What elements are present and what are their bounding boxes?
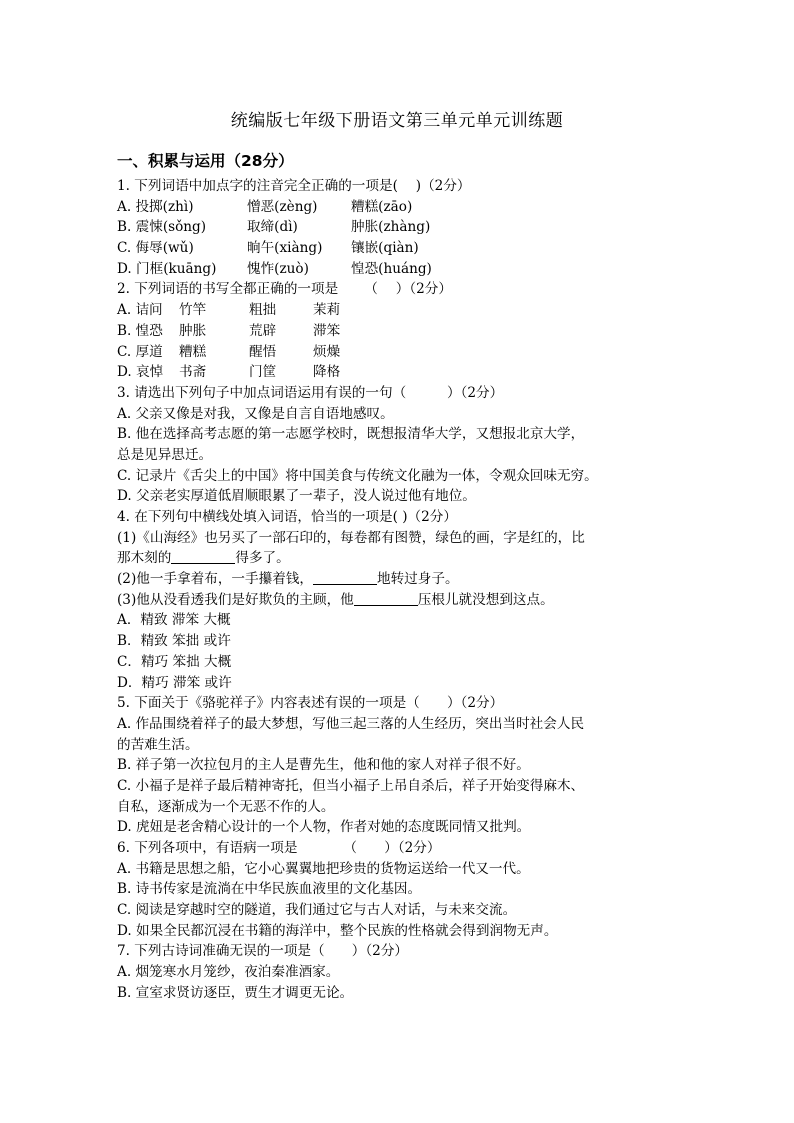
question-3-stem: 3. 请选出下列句子中加点词语运用有误的一句（ ）（2分） <box>117 384 504 401</box>
question-4-option-b: B．精致 笨拙 或许 <box>117 633 231 650</box>
question-3-option-b-line2: 总是见异思迁。 <box>117 446 213 463</box>
question-7-stem: 7. 下列古诗词准确无误的一项是（ ）（2分） <box>117 943 409 960</box>
question-5-option-b: B. 祥子第一次拉包月的主人是曹先生，他和他的家人对祥子很不好。 <box>117 757 530 774</box>
option-word: 惶恐(huáng) <box>351 260 432 277</box>
question-2-stem-score: （ ）（2分） <box>364 281 452 298</box>
question-4-sentence-1-line1: (1)《山海经》也另买了一部石印的，每卷都有图赞，绿色的画，字是红的，比 <box>117 529 585 546</box>
question-6-option-d: D. 如果全民都沉浸在书籍的海洋中，整个民族的性格就会得到润物无声。 <box>117 922 558 939</box>
question-5-option-a-line2: 的苦难生活。 <box>117 736 199 753</box>
question-3-option-b-line1: B. 他在选择高考志愿的第一志愿学校时，既想报清华大学，又想报北京大学， <box>117 426 585 443</box>
sentence-text: 压根儿就没想到这点。 <box>417 591 554 608</box>
question-5-option-a-line1: A. 作品围绕着祥子的最大梦想，写他三起三落的人生经历，突出当时社会人民 <box>117 715 585 732</box>
question-2-option-d <box>117 362 687 383</box>
question-2-stem-text: 2. 下列词语的书写全都正确的一项是 <box>117 281 339 298</box>
option-word: C. 厚道 <box>117 343 163 360</box>
option-word: 取缔(dì) <box>247 219 298 236</box>
question-1-option-d <box>117 259 687 280</box>
question-6-option-b: B. 诗书传家是流淌在中华民族血液里的文化基因。 <box>117 881 422 898</box>
option-word: A. 诘问 <box>117 302 163 319</box>
option-word: 降格 <box>313 364 341 381</box>
option-word: 糟糕(zāo) <box>351 198 413 215</box>
option-word: D. 哀悼 <box>117 364 164 381</box>
question-7-option-a: A. 烟笼寒水月笼纱，夜泊秦准酒家。 <box>117 964 340 981</box>
option-word: 愧怍(zuò) <box>247 260 309 277</box>
question-7-option-b: B. 宣室求贤访逐臣，贾生才调更无论。 <box>117 984 354 1001</box>
sentence-text: (3)他从没看透我们是好欺负的主顾，他 <box>117 591 354 608</box>
question-4-option-a: A．精致 滞笨 大概 <box>117 612 231 629</box>
section-heading: 一、积累与运用（28分） <box>117 152 294 170</box>
option-word: 书斋 <box>179 364 207 381</box>
option-word: B. 震悚(sǒng) <box>117 219 207 236</box>
option-word: 镶嵌(qiàn) <box>351 240 419 257</box>
option-word: 糟糕 <box>179 343 207 360</box>
question-5-option-d: D. 虎妞是老舍精心设计的一个人物，作者对她的态度既同情又批判。 <box>117 819 531 836</box>
option-word: A. 投掷(zhì) <box>117 198 194 215</box>
question-body <box>117 176 687 1004</box>
question-1-option-a <box>117 197 687 218</box>
question-5-option-c-line1: C. 小福子是祥子最后精神寄托，但当小福子上吊自杀后，祥子开始变得麻木、 <box>117 777 585 794</box>
question-5-option-c-line2: 自私，逐渐成为一个无恶不作的人。 <box>117 798 335 815</box>
question-3-option-d: D. 父亲老实厚道低眉顺眼累了一辈子，没人说过他有地位。 <box>117 488 476 505</box>
option-word: 茉莉 <box>313 302 341 319</box>
sentence-text: 地转过身子。 <box>376 571 459 588</box>
question-6-stem-text: 6. 下列各项中，有语病一项是 <box>117 840 298 856</box>
option-word: 肿胀(zhàng) <box>351 219 431 236</box>
option-word: B. 惶恐 <box>117 322 163 339</box>
question-4-sentence-1-line2 <box>117 548 687 569</box>
question-1-option-c <box>117 238 687 259</box>
sentence-text: 那木刻的 <box>117 550 172 567</box>
question-6-stem-score: （ ）（2分） <box>343 840 441 856</box>
question-2-option-a <box>117 300 687 321</box>
question-4-sentence-2 <box>117 569 687 590</box>
option-word: C. 侮辱(wǔ) <box>117 240 194 257</box>
fill-blank[interactable] <box>171 549 235 564</box>
option-word: 粗拙 <box>249 302 277 319</box>
option-word: 肿胀 <box>179 322 207 339</box>
sentence-text: (2)他一手拿着布，一手攥着钱， <box>117 571 313 588</box>
option-word: 滞笨 <box>313 322 341 339</box>
question-2-option-b <box>117 321 687 342</box>
sentence-text: 得多了。 <box>235 550 290 567</box>
question-1-option-b <box>117 217 687 238</box>
question-6-option-a: A. 书籍是思想之船，它小心翼翼地把珍贵的货物运送给一代又一代。 <box>117 860 530 877</box>
question-2-stem <box>117 279 687 300</box>
question-3-option-a: A. 父亲又像是对我，又像是自言自语地感叹。 <box>117 405 394 422</box>
fill-blank[interactable] <box>354 591 418 606</box>
option-word: D. 门框(kuāng) <box>117 260 217 277</box>
question-4-stem: 4. 在下列句中横线处填入词语，恰当的一项是( )（2分） <box>117 509 457 525</box>
question-4-option-d: D．精巧 滞笨 或许 <box>117 674 232 691</box>
option-word: 烦燥 <box>313 343 341 360</box>
question-4-sentence-3 <box>117 590 687 611</box>
option-word: 门筐 <box>249 364 277 381</box>
fill-blank[interactable] <box>313 570 377 585</box>
question-2-option-c <box>117 342 687 363</box>
question-4-option-c: C．精巧 笨拙 大概 <box>117 653 232 670</box>
option-word: 醒悟 <box>249 343 277 360</box>
option-word: 晌午(xiàng) <box>247 240 323 257</box>
option-word: 竹竿 <box>179 302 207 319</box>
option-word: 荒辟 <box>249 322 277 339</box>
question-3-option-c: C. 记录片《舌尖上的中国》将中国美食与传统文化融为一体，令观众回味无穷。 <box>117 467 598 484</box>
question-6-stem <box>117 838 687 859</box>
page-title: 统编版七年级下册语文第三单元单元训练题 <box>230 111 564 131</box>
question-1-stem: 1. 下列词语中加点字的注音完全正确的一项是( )（2分） <box>117 178 471 194</box>
question-5-stem: 5. 下面关于《骆驼祥子》内容表述有误的一项是（ ）（2分） <box>117 695 504 712</box>
question-6-option-c: C. 阅读是穿越时空的隧道，我们通过它与古人对话，与未来交流。 <box>117 902 517 919</box>
option-word: 憎恶(zèng) <box>247 198 318 215</box>
